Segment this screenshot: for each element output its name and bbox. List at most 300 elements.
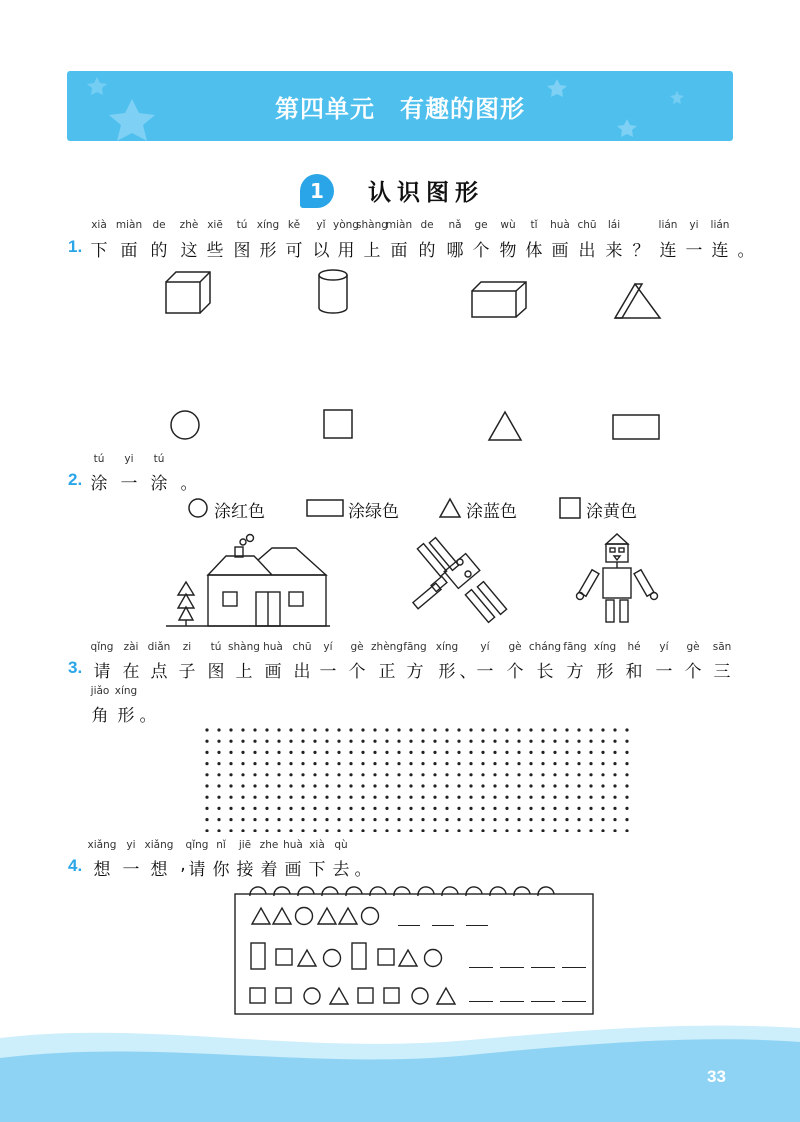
grid-dot [361, 829, 364, 832]
grid-dot [541, 751, 544, 754]
text-token: 以 [312, 241, 330, 261]
grid-dot [505, 728, 508, 731]
grid-dot [445, 784, 448, 787]
grid-dot [505, 784, 508, 787]
grid-dot [457, 818, 460, 821]
grid-dot [325, 796, 328, 799]
grid-dot [457, 762, 460, 765]
grid-dot [481, 762, 484, 765]
question-2-number: 2. [68, 470, 83, 489]
text-token: wù [500, 219, 516, 231]
grid-dot [253, 728, 256, 731]
grid-dot [517, 751, 520, 754]
grid-dot [301, 784, 304, 787]
grid-dot [541, 762, 544, 765]
question-3-text [0, 657, 800, 682]
grid-dot [373, 829, 376, 832]
grid-dot [565, 751, 568, 754]
grid-dot [349, 796, 352, 799]
text-token: 的 [150, 241, 168, 261]
grid-dot [289, 818, 292, 821]
grid-dot [313, 773, 316, 776]
grid-dot [493, 784, 496, 787]
grid-dot [541, 796, 544, 799]
grid-dot [337, 751, 340, 754]
grid-dot [553, 751, 556, 754]
grid-dot [517, 818, 520, 821]
grid-dot [409, 728, 412, 731]
text-token: yí [659, 641, 669, 653]
grid-dot [265, 773, 268, 776]
grid-dot [313, 751, 316, 754]
grid-dot [565, 784, 568, 787]
grid-dot [553, 773, 556, 776]
question-3-number: 3. [68, 658, 83, 677]
text-token: 形 [117, 706, 135, 726]
grid-dot [625, 796, 628, 799]
grid-dot [529, 728, 532, 731]
text-token: ？ [632, 241, 650, 261]
grid-dot [565, 740, 568, 743]
grid-dot [445, 818, 448, 821]
grid-dot [385, 807, 388, 810]
grid-dot [229, 728, 232, 731]
grid-dot [445, 773, 448, 776]
text-token: yi [689, 219, 699, 231]
grid-dot [529, 818, 532, 821]
grid-dot [229, 784, 232, 787]
grid-dot [493, 796, 496, 799]
text-token: 、 [459, 662, 477, 682]
grid-dot [205, 773, 208, 776]
grid-dot [565, 807, 568, 810]
cuboid-object [472, 282, 526, 317]
grid-dot [445, 728, 448, 731]
grid-dot [277, 728, 280, 731]
cube-object [166, 272, 210, 313]
grid-dot [301, 818, 304, 821]
text-token: gè [350, 641, 364, 653]
grid-dot [421, 728, 424, 731]
pattern-row-3 [250, 988, 455, 1004]
grid-dot [625, 818, 628, 821]
grid-dot [241, 807, 244, 810]
grid-dot [337, 796, 340, 799]
text-token: tú [153, 453, 165, 465]
grid-dot [553, 728, 556, 731]
page-number: 33 [707, 1067, 726, 1086]
text-token: 子 [178, 662, 196, 682]
text-token: miàn [385, 219, 413, 231]
grid-dot [457, 807, 460, 810]
text-token: lián [710, 219, 730, 231]
text-token: sān [712, 641, 732, 653]
grid-dot [325, 773, 328, 776]
grid-dot [445, 807, 448, 810]
grid-dot [301, 829, 304, 832]
grid-dot [625, 807, 628, 810]
grid-dot [385, 784, 388, 787]
question-2-text [0, 469, 800, 494]
grid-dot [493, 740, 496, 743]
grid-dot [253, 829, 256, 832]
question-3-pinyin [0, 641, 800, 655]
grid-dot [589, 807, 592, 810]
grid-dot [253, 751, 256, 754]
answer-blank[interactable] [531, 967, 555, 968]
grid-dot [205, 818, 208, 821]
grid-dot [385, 773, 388, 776]
text-token: 一 [122, 860, 140, 880]
grid-dot [409, 740, 412, 743]
text-token: 这 [180, 241, 198, 261]
text-token: qǐng [90, 641, 114, 653]
grid-dot [349, 773, 352, 776]
grid-dot [349, 728, 352, 731]
grid-dot [613, 796, 616, 799]
text-token: 正 [378, 662, 396, 682]
text-token: qù [334, 839, 348, 851]
text-token: tǐ [530, 219, 538, 231]
grid-dot [601, 807, 604, 810]
text-token: yí [480, 641, 490, 653]
text-token: 一 [319, 662, 337, 682]
answer-blank[interactable] [562, 967, 586, 968]
footer-wave [0, 1010, 800, 1122]
grid-dot [289, 796, 292, 799]
grid-dot [349, 818, 352, 821]
grid-dot [529, 807, 532, 810]
grid-dot [361, 784, 364, 787]
grid-dot [265, 762, 268, 765]
grid-dot [373, 728, 376, 731]
grid-dot [505, 762, 508, 765]
grid-dot [553, 829, 556, 832]
text-token: yí [323, 641, 333, 653]
text-token: 体 [525, 241, 543, 261]
grid-dot [517, 796, 520, 799]
grid-dot [505, 773, 508, 776]
grid-dot [589, 751, 592, 754]
grid-dot [265, 751, 268, 754]
text-token: yi [124, 453, 134, 465]
grid-dot [205, 829, 208, 832]
text-token: 涂 [150, 474, 168, 494]
grid-dot [481, 751, 484, 754]
text-token: kě [287, 219, 301, 231]
grid-dot [541, 807, 544, 810]
color-legend [186, 496, 646, 520]
grid-dot [397, 740, 400, 743]
grid-dot [265, 740, 268, 743]
grid-dot [589, 762, 592, 765]
grid-dot [529, 773, 532, 776]
grid-dot [253, 784, 256, 787]
grid-dot [601, 773, 604, 776]
grid-dot [217, 773, 220, 776]
grid-dot [337, 829, 340, 832]
answer-blank[interactable] [469, 967, 493, 968]
grid-dot [517, 784, 520, 787]
grid-dot [613, 740, 616, 743]
grid-dot [289, 807, 292, 810]
circle-icon [186, 496, 210, 520]
text-token: huà [283, 839, 303, 851]
robot-picture [577, 534, 658, 622]
text-token: 物 [499, 241, 517, 261]
grid-dot [601, 762, 604, 765]
text-token: 画 [264, 662, 282, 682]
text-token: qǐng [185, 839, 209, 851]
legend-label: 涂绿色 [348, 502, 399, 522]
unit-banner [67, 71, 733, 141]
grid-dot [265, 818, 268, 821]
text-token: 形 [259, 241, 277, 261]
text-token: gè [508, 641, 522, 653]
grid-dot [469, 784, 472, 787]
text-token: 去 [332, 860, 350, 880]
answer-blank[interactable] [562, 1001, 586, 1002]
grid-dot [397, 728, 400, 731]
grid-dot [577, 818, 580, 821]
text-token: xíng [435, 641, 459, 653]
grid-dot [325, 784, 328, 787]
grid-dot [325, 807, 328, 810]
grid-dot [265, 829, 268, 832]
grid-dot [517, 807, 520, 810]
grid-dot [613, 728, 616, 731]
text-token: 一 [120, 474, 138, 494]
lesson-header [300, 170, 540, 210]
text-token: jiǎo [90, 685, 110, 697]
grid-dot [577, 773, 580, 776]
grid-dot [241, 728, 244, 731]
grid-dot [589, 829, 592, 832]
text-token: 的 [418, 241, 436, 261]
satellite-picture [413, 538, 507, 623]
grid-dot [361, 740, 364, 743]
grid-dot [541, 829, 544, 832]
text-token: zi [182, 641, 192, 653]
grid-dot [421, 773, 424, 776]
grid-dot [553, 762, 556, 765]
grid-dot [481, 784, 484, 787]
grid-dot [577, 740, 580, 743]
text-token: 一 [476, 662, 494, 682]
answer-blank[interactable] [432, 925, 454, 926]
grid-dot [265, 784, 268, 787]
text-token: lái [607, 219, 621, 231]
question-1-pinyin [0, 219, 800, 233]
text-token: xià [309, 839, 325, 851]
grid-dot [385, 818, 388, 821]
grid-dot [601, 818, 604, 821]
grid-dot [577, 751, 580, 754]
text-token: tú [93, 453, 105, 465]
grid-dot [421, 751, 424, 754]
grid-dot [397, 818, 400, 821]
grid-dot [301, 740, 304, 743]
answer-blank[interactable] [531, 1001, 555, 1002]
text-token: diǎn [147, 641, 171, 653]
text-token: 形 [438, 662, 456, 682]
grid-dot [349, 740, 352, 743]
grid-dot [625, 762, 628, 765]
grid-dot [433, 728, 436, 731]
grid-dot [265, 807, 268, 810]
grid-dot [493, 807, 496, 810]
question-2-pictures [0, 530, 800, 640]
grid-dot [421, 796, 424, 799]
text-token: 长 [536, 662, 554, 682]
grid-dot [589, 773, 592, 776]
grid-dot [577, 762, 580, 765]
grid-dot [469, 773, 472, 776]
grid-dot [589, 740, 592, 743]
question-2-pinyin [0, 453, 800, 467]
text-token: shàng [228, 641, 260, 653]
text-token: yòng [333, 219, 359, 231]
grid-dot [433, 796, 436, 799]
text-token: zhèng [371, 641, 403, 653]
grid-dot [313, 784, 316, 787]
text-token: 请 [188, 860, 206, 880]
grid-dot [277, 762, 280, 765]
text-token: 连 [711, 241, 729, 261]
text-token: lián [658, 219, 678, 231]
grid-dot [421, 818, 424, 821]
grid-dot [397, 829, 400, 832]
grid-dot [565, 796, 568, 799]
grid-dot [229, 773, 232, 776]
grid-dot [565, 829, 568, 832]
text-token: 面 [120, 241, 138, 261]
answer-blank[interactable] [398, 925, 420, 926]
text-token: 想 [150, 860, 168, 880]
grid-dot [505, 807, 508, 810]
grid-dot [205, 751, 208, 754]
pattern-notepad [0, 882, 800, 1022]
grid-dot [625, 751, 628, 754]
grid-dot [445, 740, 448, 743]
grid-dot [589, 818, 592, 821]
text-token: yi [126, 839, 136, 851]
text-token: 方 [406, 662, 424, 682]
grid-dot [625, 728, 628, 731]
text-token: 。 [139, 706, 157, 726]
text-token: 一 [685, 241, 703, 261]
grid-dot [241, 829, 244, 832]
grid-dot [577, 796, 580, 799]
grid-dot [409, 784, 412, 787]
text-token: zhè [179, 219, 199, 231]
grid-dot [409, 773, 412, 776]
text-token: 图 [233, 241, 251, 261]
text-token: 在 [122, 662, 140, 682]
answer-blank[interactable] [466, 925, 488, 926]
text-token: gè [686, 641, 700, 653]
grid-dot [313, 807, 316, 810]
grid-dot [289, 762, 292, 765]
grid-dot [289, 728, 292, 731]
grid-dot [469, 762, 472, 765]
grid-dot [505, 818, 508, 821]
grid-dot [325, 762, 328, 765]
grid-dot [433, 740, 436, 743]
text-token: 。 [180, 474, 198, 494]
legend-label: 涂蓝色 [466, 502, 517, 522]
grid-dot [469, 807, 472, 810]
grid-dot [613, 829, 616, 832]
grid-dot [229, 751, 232, 754]
grid-dot [325, 829, 328, 832]
grid-dot [397, 807, 400, 810]
grid-dot [493, 818, 496, 821]
grid-dot [205, 784, 208, 787]
text-token: 出 [578, 241, 596, 261]
answer-blank[interactable] [500, 967, 524, 968]
grid-dot [469, 818, 472, 821]
grid-dot [349, 751, 352, 754]
text-token: miàn [115, 219, 143, 231]
text-token: huà [263, 641, 283, 653]
text-token: chū [577, 219, 597, 231]
text-token: 出 [293, 662, 311, 682]
legend-label: 涂黄色 [586, 502, 637, 522]
grid-dot [517, 762, 520, 765]
dot-grid[interactable] [190, 722, 630, 832]
text-token: 请 [93, 662, 111, 682]
grid-dot [433, 784, 436, 787]
grid-dot [349, 762, 352, 765]
grid-dot [421, 762, 424, 765]
text-token: 上 [235, 662, 253, 682]
text-token: hé [627, 641, 641, 653]
text-token: 画 [551, 241, 569, 261]
grid-dot [529, 784, 532, 787]
grid-dot [481, 773, 484, 776]
grid-dot [229, 807, 232, 810]
grid-dot [205, 740, 208, 743]
grid-dot [337, 762, 340, 765]
grid-dot [553, 740, 556, 743]
text-token: ge [474, 219, 488, 231]
grid-dot [625, 784, 628, 787]
grid-dot [289, 751, 292, 754]
square-shape [324, 410, 352, 438]
answer-blank[interactable] [500, 1001, 524, 1002]
grid-dot [265, 796, 268, 799]
grid-dot [241, 796, 244, 799]
text-token: 图 [207, 662, 225, 682]
grid-dot [229, 818, 232, 821]
answer-blank[interactable] [469, 1001, 493, 1002]
grid-dot [529, 796, 532, 799]
grid-dot [421, 807, 424, 810]
grid-dot [241, 818, 244, 821]
grid-dot [229, 762, 232, 765]
grid-dot [349, 784, 352, 787]
text-token: 哪 [446, 241, 464, 261]
grid-dot [349, 807, 352, 810]
grid-dot [385, 762, 388, 765]
grid-dot [373, 807, 376, 810]
square-icon [558, 496, 582, 520]
grid-dot [289, 784, 292, 787]
grid-dot [433, 807, 436, 810]
grid-dot [229, 740, 232, 743]
grid-dot [421, 740, 424, 743]
